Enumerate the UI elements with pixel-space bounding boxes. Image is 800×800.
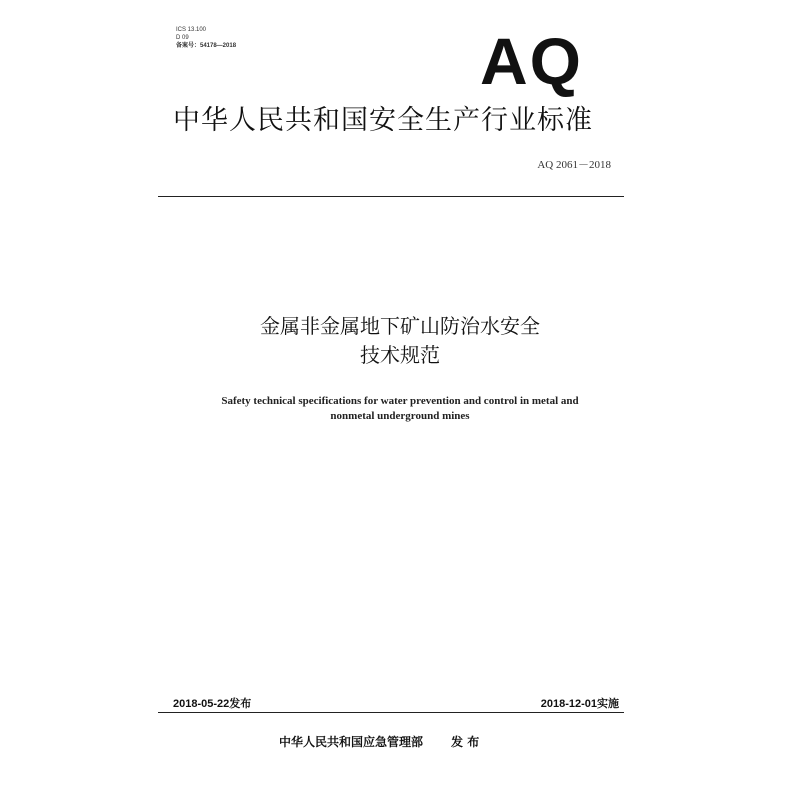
issuing-authority <box>279 734 479 750</box>
document-title-chinese <box>0 312 800 370</box>
issue-date: 2018-05-22发布 <box>173 698 252 710</box>
title-cn-line-1: 金属非金属地下矿山防治水安全 <box>260 314 540 338</box>
standard-category-title: 中华人民共和国安全生产行业标准 <box>173 105 593 136</box>
header-divider <box>158 196 624 197</box>
document-title-english <box>150 394 650 424</box>
publish-label: 发 布 <box>451 735 480 749</box>
ccs-code: D 09 <box>176 35 189 41</box>
classification-codes <box>176 26 236 50</box>
filing-number: 备案号：54178—2018 <box>176 43 237 49</box>
footer-divider <box>158 712 624 713</box>
title-cn-line-2: 技术规范 <box>360 343 440 367</box>
title-en-line-2: nonmetal underground mines <box>330 410 470 422</box>
aq-logo: AQ <box>480 24 583 98</box>
implementation-date: 2018-12-01实施 <box>540 698 619 710</box>
issuer-name: 中华人民共和国应急管理部 <box>279 735 424 749</box>
ics-code: ICS 13.100 <box>176 27 207 33</box>
standard-number: AQ 2061－2018 <box>537 159 611 171</box>
title-en-line-1: Safety technical specifications for water prevention and control in metal and <box>221 395 579 407</box>
